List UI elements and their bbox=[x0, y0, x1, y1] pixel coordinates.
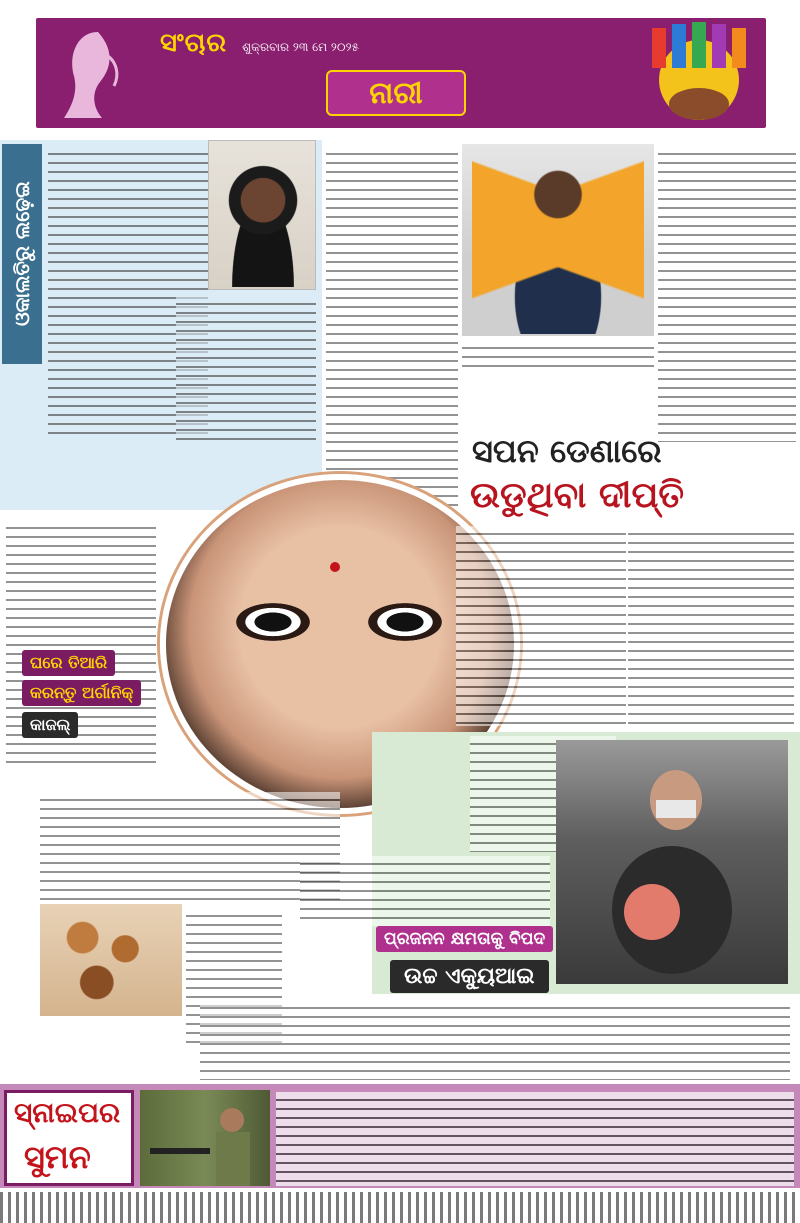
sniper-headline-line2: ସୁମନ bbox=[24, 1138, 91, 1176]
athlete-photo bbox=[462, 144, 654, 336]
aqi-subhead: ପ୍ରଜନନ କ୍ଷମତାକୁ ବିପଦ bbox=[376, 926, 553, 952]
sniper-headline-line1: ସ୍ନାଇପର bbox=[14, 1096, 121, 1129]
athlete-headline-line2: ଉଡୁଥିବା ଦୀପ୍ତି bbox=[470, 474, 685, 516]
kajal-headline-line3: କାଜଲ୍ bbox=[22, 712, 78, 738]
lawyer-portrait-photo bbox=[208, 140, 316, 290]
raised-fists-illustration bbox=[632, 20, 766, 126]
bindi bbox=[330, 562, 340, 572]
issue-date: ଶୁକ୍ରବାର ୨୩ ମେ ୨୦୨୫ bbox=[242, 40, 360, 54]
pregnant-woman-smog-photo bbox=[556, 740, 788, 984]
kajal-headline-line1: ଘରେ ତିଆରି bbox=[22, 650, 115, 676]
almond-photo bbox=[40, 904, 182, 1016]
lawyer-face bbox=[215, 147, 311, 287]
aqi-story-text-2 bbox=[300, 856, 550, 926]
athlete-story-text-col3 bbox=[658, 146, 796, 442]
athlete-headline-line1: ସପନ ଡେଣାରେ bbox=[472, 432, 662, 470]
woman-silhouette-logo bbox=[58, 26, 136, 122]
kajal-headline-line2: କରନ୍ତୁ ଅର୍ଗାନିକ୍ bbox=[22, 680, 141, 706]
athlete-figure bbox=[472, 148, 644, 334]
print-registration-strip bbox=[0, 1192, 800, 1223]
section-title: ନାରୀ bbox=[326, 70, 466, 116]
aqi-story-text-3 bbox=[200, 1000, 790, 1080]
right-eye bbox=[362, 600, 448, 644]
left-column-title: ଓକାଲତିରୁ ଲଢ଼େଇ bbox=[2, 144, 42, 364]
lawyer-story-text-2 bbox=[176, 296, 316, 446]
masthead-logo: ସଂଚାର bbox=[160, 28, 228, 58]
masthead-row bbox=[160, 28, 660, 62]
athlete-story-text-col3b bbox=[628, 526, 794, 726]
athlete-story-text-col2b bbox=[456, 526, 626, 726]
kajal-story-text bbox=[40, 792, 340, 902]
sniper-photo bbox=[140, 1090, 270, 1186]
aqi-headline: ଉଚ୍ଚ ଏକ୍ୟୁଆଇ bbox=[390, 960, 549, 993]
athlete-caption-text bbox=[462, 340, 654, 372]
left-eye bbox=[230, 600, 316, 644]
sniper-story-text bbox=[276, 1092, 794, 1186]
